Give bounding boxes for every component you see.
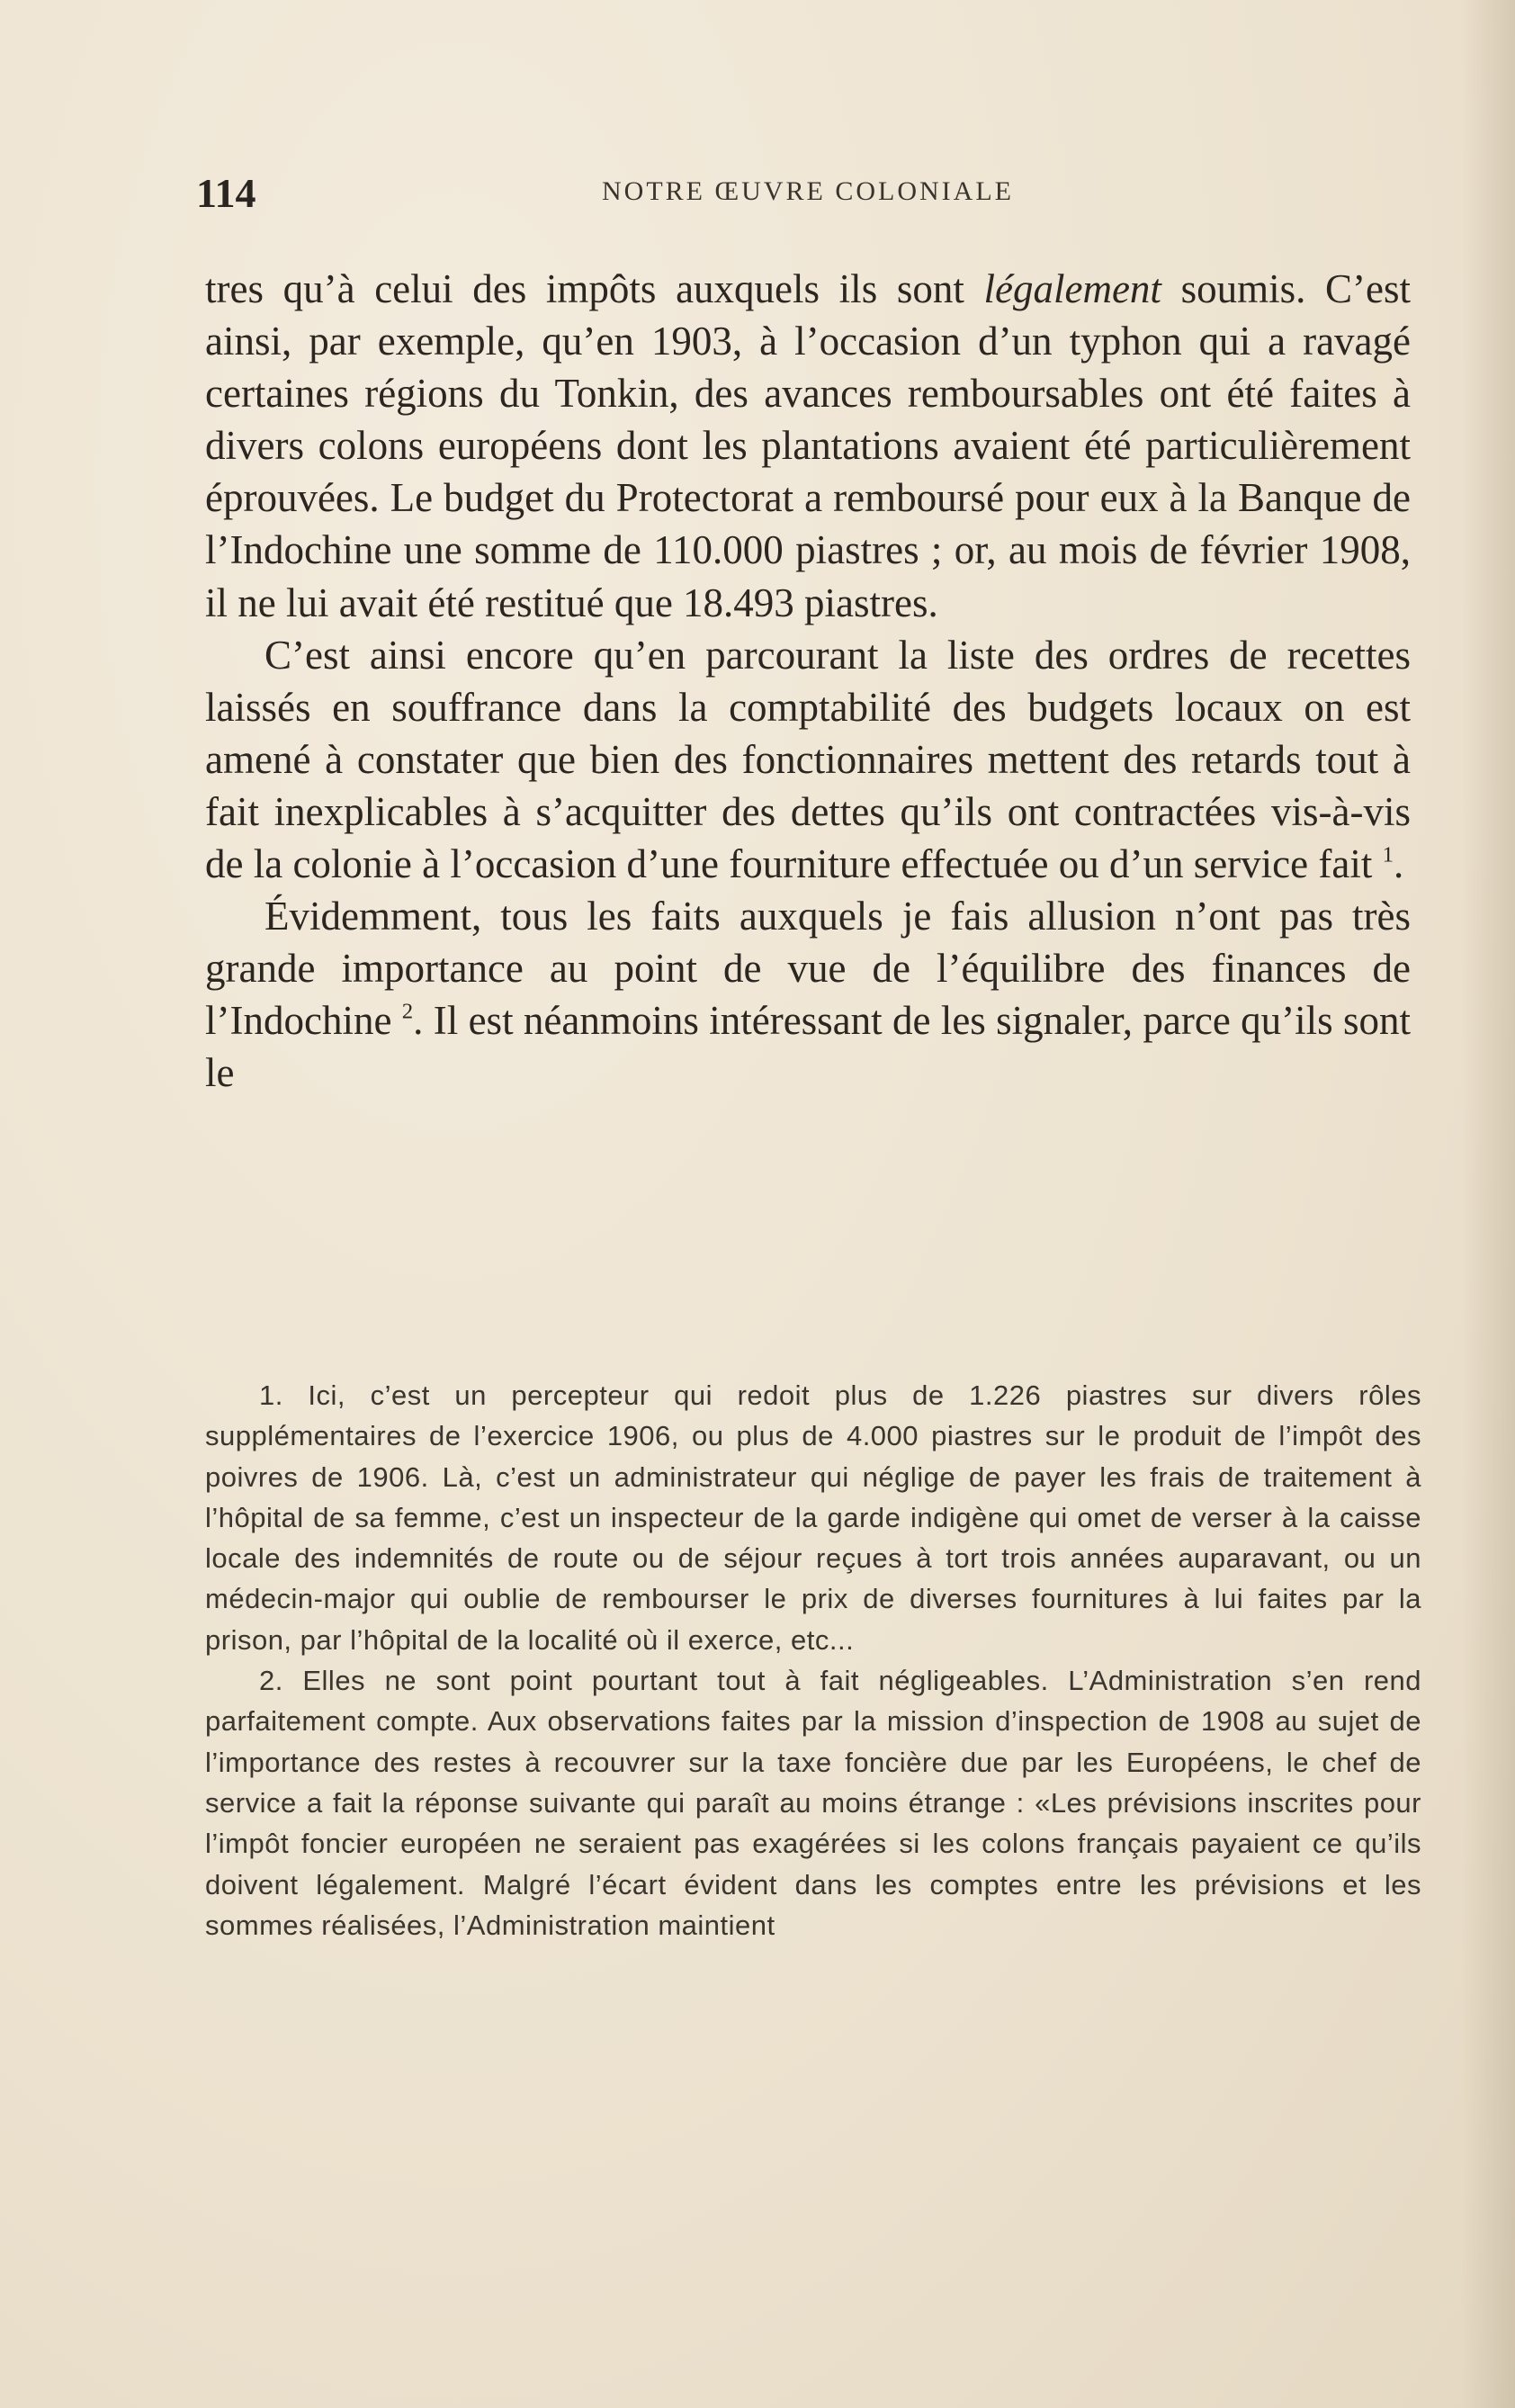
paragraph-2-text: C’est ainsi encore qu’en parcourant la liste des ordres de recettes laissés en souffrance dans la comptabilité des budgets locaux on est amené à constater que bien des fonctionnaires mettent des retards tout à fait inexplicables à s’acquitter des dettes qu’ils ont contractées vis-à-vis de la colonie à l’occasion d’une fourniture effectuée ou d’un service fait — [205, 632, 1411, 887]
footnote-2: 2. Elles ne sont point pourtant tout à fait négligeables. L’Administration s’en rend parfaitement compte. Aux observations faites par la mission d’inspection de 1908 au sujet de l’importance des restes à recouvrer sur la taxe foncière due par les Européens, le chef de service a fait la réponse suivante qui paraît au moins étrange : «Les prévisions inscrites pour l’impôt foncier européen ne seraient pas exagérées si les colons français payaient ce qu’ils doivent légalement. Malgré l’écart évident dans les comptes entre les prévisions et les sommes réalisées, l’Administration maintient — [205, 1665, 1421, 1941]
paragraph-2 — [205, 629, 1411, 890]
emphasis-legalement: légalement — [983, 266, 1161, 311]
paragraph-2-end: . — [1393, 841, 1404, 887]
footnote-ref-1: 1 — [1382, 842, 1394, 867]
paragraph-1-start: tres qu’à celui des impôts auxquels ils sont — [205, 266, 984, 311]
paragraph-3-rest: . Il est néanmoins intéressant de les signaler, parce qu’ils sont le — [205, 998, 1412, 1096]
footnote-ref-2: 2 — [401, 1000, 414, 1024]
page-number: 114 — [196, 170, 256, 216]
paragraph-3 — [205, 890, 1411, 1099]
paragraph-3-start: Évidemment, tous les faits auxquels je fais allusion n’ont pas très grande importance au point de vue de l’équilibre des finances de l’Indochine — [205, 894, 1411, 1044]
footnotes — [205, 1375, 1421, 1945]
paragraph-1-rest: soumis. C’est ainsi, par exemple, qu’en 1903, à l’occasion d’un typhon qui a ravagé certaines régions du Tonkin, des avances remboursables ont été faites à divers colons européens dont les plantations avaient été particulièrement éprouvées. Le budget du Protectorat a remboursé pour eux à la Banque de l’Indochine une somme de 110.000 piastres ; or, au mois de février 1908, il ne lui avait été restitué que 18.493 piastres. — [205, 266, 1411, 625]
footnote-1: 1. Ici, c’est un percepteur qui redoit plus de 1.226 piastres sur divers rôles supplémentaires de l’exercice 1906, ou plus de 4.000 piastres sur le produit de l’impôt des poivres de 1906. Là, c’est un administrateur qui néglige de payer les frais de traitement à l’hôpital de sa femme, c’est un inspecteur de la garde indigène qui omet de verser à la caisse locale des indemnités de route ou de séjour reçues à tort trois années auparavant, ou un médecin-major qui oublie de rembourser le prix de diverses fournitures à lui faites par la prison, par l’hôpital de la localité où il exerce, etc... — [205, 1379, 1421, 1656]
paragraph-1 — [205, 263, 1411, 629]
page-edge-shadow — [1461, 0, 1515, 2408]
running-title: NOTRE ŒUVRE COLONIALE — [602, 176, 1014, 206]
body-text — [205, 263, 1411, 1100]
page-header — [196, 169, 1420, 223]
